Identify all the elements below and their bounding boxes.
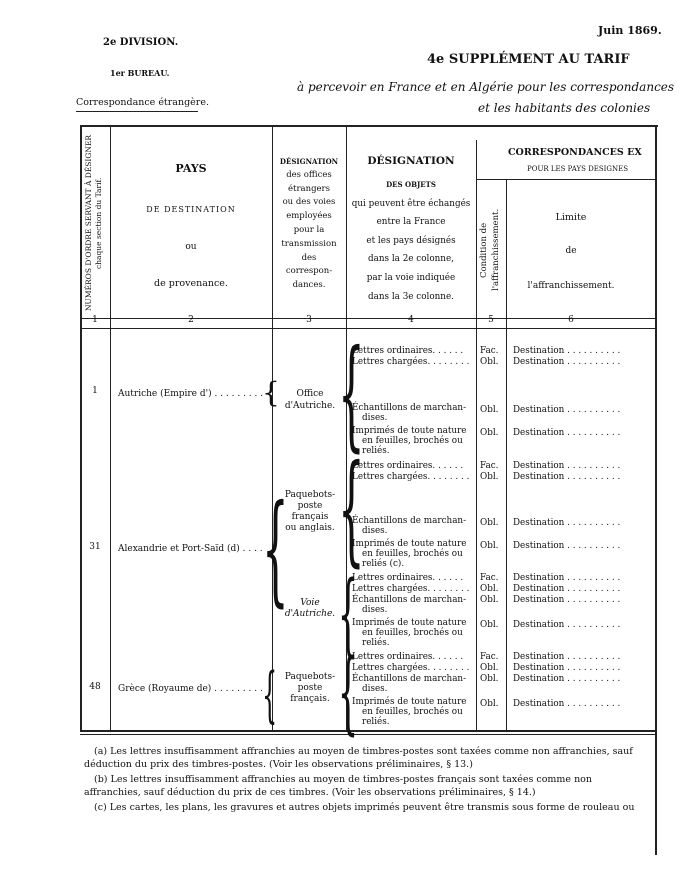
col3-line: des offices bbox=[286, 169, 332, 180]
col3-line: transmission bbox=[281, 238, 337, 249]
brace: { bbox=[338, 640, 359, 745]
condition: Fac. bbox=[480, 461, 499, 471]
object-line: en feuilles, brochés ou bbox=[362, 707, 463, 718]
col4-line: dans la 3e colonne. bbox=[368, 291, 454, 302]
col3-line: employées bbox=[286, 211, 332, 222]
office-name bbox=[275, 490, 345, 534]
col2-line1: DE DESTINATION bbox=[146, 205, 236, 214]
object-item bbox=[352, 618, 467, 649]
object-line: dises. bbox=[362, 526, 388, 537]
limit: Destination . . . . . . . . . . bbox=[513, 461, 621, 471]
object-line: Échantillons de marchan- bbox=[352, 595, 467, 605]
limit: Destination . . . . . . . . . . bbox=[513, 674, 621, 684]
number-row-rule bbox=[80, 328, 655, 329]
brace: { bbox=[262, 480, 289, 619]
object-item bbox=[352, 674, 466, 694]
col4-line: entre la France bbox=[376, 217, 446, 228]
object-item: Lettres chargées. . . . . . . . bbox=[352, 663, 470, 673]
table-bottom-border bbox=[80, 730, 655, 732]
col4-line: DES OBJETS bbox=[386, 180, 436, 189]
col4-line: dans la 2e colonne, bbox=[368, 254, 454, 265]
col3-header bbox=[272, 155, 346, 293]
object-item: Lettres ordinaires. . . . . . bbox=[352, 652, 464, 662]
object-line: dises. bbox=[362, 684, 388, 695]
object-item: Lettres ordinaires. . . . . . bbox=[352, 461, 464, 471]
brace: { bbox=[338, 440, 365, 579]
col3-line: dances. bbox=[292, 280, 326, 291]
limit: Destination . . . . . . . . . . bbox=[513, 573, 621, 583]
object-line: en feuilles, brochés ou bbox=[362, 436, 463, 447]
col4-line: et les pays désignés bbox=[366, 235, 456, 246]
office-line: d'Autriche. bbox=[284, 401, 336, 411]
limit: Destination . . . . . . . . . . bbox=[513, 620, 621, 630]
footnote-a: (a) Les lettres insuffisamment affranchies au moyen de timbres-postes sont taxées comme non affranchies, sauf déduction du prix des timbres-postes. (Voir les observations préliminaires, § 13.) bbox=[84, 746, 633, 770]
country-name: Alexandrie et Port-Saïd (d) . . . . bbox=[118, 544, 263, 554]
col3-line: correspon- bbox=[285, 266, 333, 277]
page-title: 4e SUPPLÉMENT AU TARIF bbox=[427, 52, 630, 67]
condition: Obl. bbox=[480, 357, 499, 367]
object-line: Échantillons de marchan- bbox=[352, 403, 467, 413]
group-underline bbox=[476, 179, 655, 180]
object-line: dises. bbox=[362, 605, 388, 616]
col6-line3: l'affranchissement. bbox=[527, 281, 615, 291]
object-line: Imprimés de toute nature bbox=[352, 697, 467, 707]
footnote-c: (c) Les cartes, les plans, les gravures et autres objets imprimés peuvent être transmis sous forme de rouleau ou bbox=[94, 802, 635, 813]
col4-line: qui peuvent être échangés bbox=[351, 198, 471, 209]
brace: { bbox=[338, 562, 359, 667]
office-line: Paquebots- bbox=[284, 490, 336, 500]
condition: Fac. bbox=[480, 652, 499, 662]
col-number: 5 bbox=[488, 315, 494, 325]
col2-title: PAYS bbox=[175, 162, 207, 175]
limit: Destination . . . . . . . . . . bbox=[513, 541, 621, 551]
col-divider-5 bbox=[506, 180, 507, 730]
condition: Obl. bbox=[480, 595, 499, 605]
table-top-border bbox=[80, 125, 658, 127]
office-line: Voie bbox=[300, 598, 320, 608]
condition: Obl. bbox=[480, 620, 499, 630]
section-underline bbox=[76, 111, 198, 112]
col3-line: pour la bbox=[293, 224, 325, 235]
object-line: Imprimés de toute nature bbox=[352, 618, 467, 628]
limit: Destination . . . . . . . . . . bbox=[513, 472, 621, 482]
footnote-b: (b) Les lettres insuffisamment affranchies au moyen de timbres-postes français sont taxées comme non affranchies, sauf déduction du prix de ces timbres. (Voir les observations préliminaires, § 14.) bbox=[84, 774, 593, 798]
col3-line: étrangers bbox=[288, 183, 330, 194]
brace: { bbox=[262, 376, 280, 409]
subtitle-line1: à percevoir en France et en Algérie pour les correspondances bbox=[297, 80, 675, 94]
col2-line3: de provenance. bbox=[154, 278, 228, 289]
col-divider-1 bbox=[110, 125, 111, 730]
object-line: Imprimés de toute nature bbox=[352, 426, 467, 436]
col3-line: ou des voies bbox=[282, 197, 336, 208]
limit: Destination . . . . . . . . . . bbox=[513, 405, 621, 415]
condition: Obl. bbox=[480, 541, 499, 551]
col1-header: NUMÉROS D'ORDRE SERVANT À DÉSIGNER chaque section du Tarif. bbox=[84, 134, 103, 312]
object-item: Lettres chargées. . . . . . . . bbox=[352, 472, 470, 482]
col6-group-sub: POUR LES PAYS DÉSIGNÉS bbox=[527, 165, 629, 173]
table-left-border bbox=[80, 125, 82, 730]
limit: Destination . . . . . . . . . . bbox=[513, 652, 621, 662]
limit: Destination . . . . . . . . . . bbox=[513, 663, 621, 673]
office-line: d'Autriche. bbox=[284, 609, 336, 619]
section-label: Correspondance étrangère. bbox=[76, 97, 209, 108]
col4-header bbox=[346, 176, 476, 306]
condition: Fac. bbox=[480, 346, 499, 356]
object-item: Lettres ordinaires. . . . . . bbox=[352, 346, 464, 356]
office-name bbox=[275, 388, 345, 412]
object-line: Imprimés de toute nature bbox=[352, 539, 467, 549]
col4-line: par la voie indiquée bbox=[366, 272, 456, 283]
row-number: 31 bbox=[89, 542, 101, 552]
condition: Obl. bbox=[480, 428, 499, 438]
object-line: reliés. bbox=[362, 717, 390, 728]
col6-line2: de bbox=[565, 246, 577, 256]
col-number: 4 bbox=[408, 315, 414, 325]
object-line: reliés. bbox=[362, 638, 390, 649]
office-line: poste bbox=[297, 501, 323, 511]
col6-line1: Limite bbox=[555, 212, 587, 223]
office-line: français. bbox=[290, 694, 330, 704]
table-bottom-border-2 bbox=[80, 734, 655, 735]
country-name: Grèce (Royaume de) . . . . . . . . . bbox=[118, 684, 263, 694]
object-item bbox=[352, 595, 466, 615]
condition: Obl. bbox=[480, 663, 499, 673]
col-divider-4 bbox=[476, 140, 477, 730]
object-item: Lettres chargées. . . . . . . . bbox=[352, 357, 470, 367]
country-name: Autriche (Empire d') . . . . . . . . . bbox=[118, 389, 264, 399]
condition: Fac. bbox=[480, 573, 499, 583]
object-line: Échantillons de marchan- bbox=[352, 516, 467, 526]
condition: Obl. bbox=[480, 405, 499, 415]
object-line: en feuilles, brochés ou bbox=[362, 628, 463, 639]
object-item bbox=[352, 426, 467, 457]
office-line: ou anglais. bbox=[285, 523, 335, 533]
col-number: 6 bbox=[568, 315, 574, 325]
row-number: 1 bbox=[92, 386, 98, 396]
limit: Destination . . . . . . . . . . bbox=[513, 346, 621, 356]
office-line: français bbox=[291, 512, 329, 522]
limit: Destination . . . . . . . . . . bbox=[513, 518, 621, 528]
col3-line: des bbox=[301, 252, 317, 263]
object-line: reliés (c). bbox=[362, 559, 405, 570]
division-label: 2e DIVISION. bbox=[103, 37, 179, 48]
office-line: poste bbox=[297, 683, 323, 693]
object-line: en feuilles, brochés ou bbox=[362, 549, 463, 560]
col-number: 2 bbox=[188, 315, 194, 325]
col6-group-title: CORRESPONDANCES EX bbox=[508, 147, 642, 158]
object-line: dises. bbox=[362, 413, 388, 424]
object-item bbox=[352, 539, 467, 570]
condition: Obl. bbox=[480, 472, 499, 482]
col5-header: Condition de l'affranchissement. bbox=[479, 208, 501, 292]
object-item: Lettres chargées. . . . . . . . bbox=[352, 584, 470, 594]
condition: Obl. bbox=[480, 518, 499, 528]
condition: Obl. bbox=[480, 674, 499, 684]
bureau-label: 1er BUREAU. bbox=[110, 68, 170, 78]
limit: Destination . . . . . . . . . . bbox=[513, 595, 621, 605]
row-number: 48 bbox=[89, 682, 101, 692]
condition: Obl. bbox=[480, 699, 499, 709]
limit: Destination . . . . . . . . . . bbox=[513, 584, 621, 594]
object-item: Lettres ordinaires. . . . . . bbox=[352, 573, 464, 583]
office-name bbox=[275, 672, 345, 705]
col-number: 1 bbox=[92, 315, 98, 325]
object-item bbox=[352, 697, 467, 728]
object-line: Échantillons de marchan- bbox=[352, 674, 467, 684]
page-date-fragment: Juin 1869. bbox=[598, 24, 662, 37]
object-item bbox=[352, 516, 466, 536]
office-line: Office bbox=[296, 389, 324, 399]
office-name bbox=[275, 598, 345, 620]
object-item bbox=[352, 403, 466, 423]
limit: Destination . . . . . . . . . . bbox=[513, 357, 621, 367]
col4-title: DÉSIGNATION bbox=[367, 155, 455, 167]
subtitle-line2: et les habitants des colonies bbox=[478, 101, 651, 115]
col2-line2: ou bbox=[185, 242, 197, 252]
limit: Destination . . . . . . . . . . bbox=[513, 428, 621, 438]
brace: { bbox=[338, 325, 365, 464]
condition: Obl. bbox=[480, 584, 499, 594]
table-right-border bbox=[655, 125, 657, 855]
limit: Destination . . . . . . . . . . bbox=[513, 699, 621, 709]
object-line: reliés. bbox=[362, 446, 390, 457]
col3-line: DÉSIGNATION bbox=[279, 157, 339, 166]
office-line: Paquebots- bbox=[284, 672, 336, 682]
col-number: 3 bbox=[306, 315, 312, 325]
brace: { bbox=[262, 660, 278, 730]
